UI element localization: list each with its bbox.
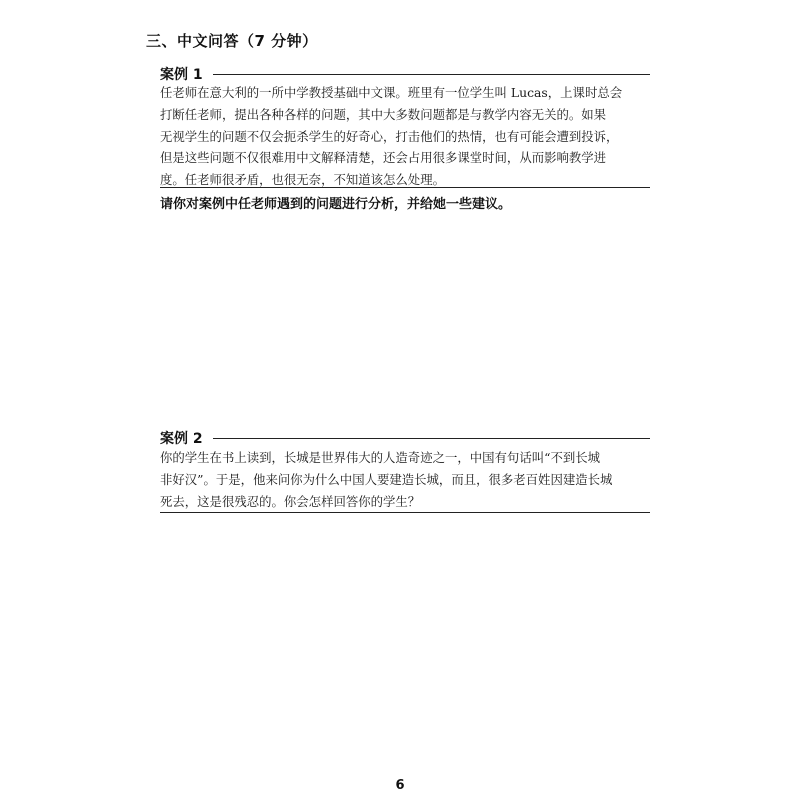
- case-1-line: 打断任老师，提出各种各样的问题，其中大多数问题都是与教学内容无关的。如果: [160, 106, 607, 122]
- case-2-body: [160, 447, 650, 512]
- case-2-line: 你的学生在书上读到，长城是世界伟大的人造奇迹之一，中国有句话叫“不到长城: [160, 450, 601, 465]
- case-2-bottom-rule: [160, 512, 650, 513]
- case-1-line: 但是这些问题不仅很难用中文解释清楚，还会占用很多课堂时间，从而影响教学进: [160, 150, 607, 166]
- case-2-label: 案例 2: [160, 431, 203, 447]
- case-1-line: 无视学生的问题不仅会扼杀学生的好奇心，打击他们的热情，也有可能会遭到投诉，: [160, 128, 619, 144]
- case-1-header-rule: [213, 74, 650, 75]
- case-2-header: [160, 428, 650, 448]
- case-2-line: 死去，这是很残忍的。你会怎样回答你的学生？: [160, 493, 421, 509]
- case-2-line: 非好汉”。于是，他来问你为什么中国人要建造长城，而且，很多老百姓因建造长城: [160, 471, 613, 487]
- case-1-body: [160, 82, 650, 191]
- page-number: 6: [395, 778, 405, 793]
- case-1-question: 请你对案例中任老师遇到的问题进行分析，并给她一些建议。: [160, 197, 512, 212]
- case-1-bottom-rule: [160, 187, 650, 188]
- case-1-line: 任老师在意大利的一所中学教授基础中文课。班里有一位学生叫 Lucas，上课时总会: [160, 85, 623, 100]
- case-2-header-rule: [213, 438, 650, 439]
- case-1-label: 案例 1: [160, 67, 203, 83]
- case-1-header: [160, 64, 650, 84]
- case-1-line: 度。任老师很矛盾，也很无奈，不知道该怎么处理。: [160, 172, 445, 188]
- section-title: 三、中文问答（7 分钟）: [146, 32, 318, 50]
